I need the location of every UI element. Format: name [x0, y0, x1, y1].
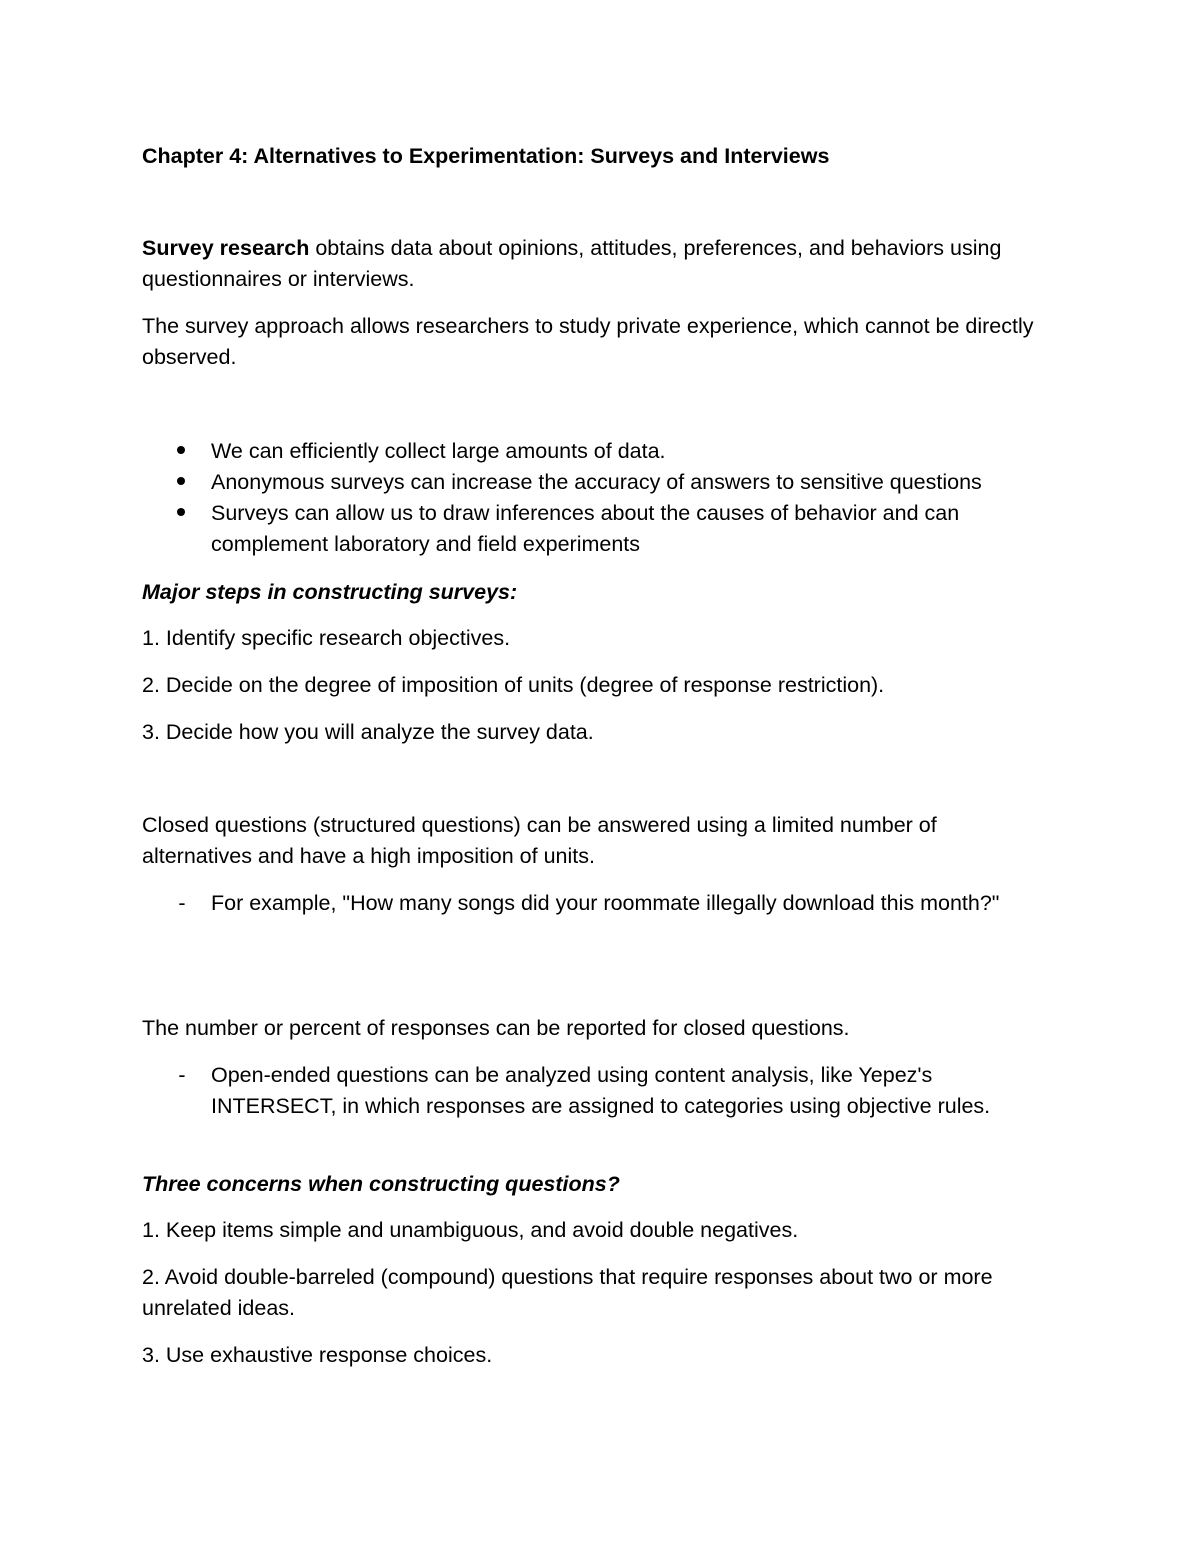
dash-marker: - [178, 891, 186, 915]
number-percent-paragraph: The number or percent of responses can be reported for closed questions. [142, 1016, 850, 1040]
step-item: 1. Identify specific research objectives. [142, 626, 511, 650]
page-title: Chapter 4: Alternatives to Experimentation: Surveys and Interviews [142, 144, 830, 168]
private-experience-paragraph: The survey approach allows researchers to study private experience, which cannot be directly observed. [142, 314, 1034, 369]
dash-marker: - [178, 1063, 186, 1087]
concern-item: 1. Keep items simple and unambiguous, and avoid double negatives. [142, 1218, 799, 1242]
intro-paragraph [142, 233, 1072, 295]
closed-questions-paragraph: Closed questions (structured questions) can be answered using a limited number of alternatives and have a high imposition of units. [142, 813, 937, 868]
bullet-text: Surveys can allow us to draw inferences about the causes of behavior and can complement laboratory and field experiments [211, 501, 960, 556]
bullet-text: We can efficiently collect large amounts of data. [211, 439, 666, 463]
concerns-heading: Three concerns when constructing questions? [142, 1172, 620, 1196]
bullet-text: Anonymous surveys can increase the accuracy of answers to sensitive questions [211, 470, 982, 494]
step-item: 3. Decide how you will analyze the survey data. [142, 720, 594, 744]
dash-text: Open-ended questions can be analyzed using content analysis, like Yepez's INTERSECT, in which responses are assigned to categories using objective rules. [211, 1063, 991, 1118]
bullet-icon [177, 477, 185, 485]
step-item: 2. Decide on the degree of imposition of units (degree of response restriction). [142, 673, 885, 697]
dash-text: For example, "How many songs did your roommate illegally download this month?" [211, 891, 1000, 915]
intro-term: Survey research [142, 236, 310, 260]
bullet-icon [177, 508, 185, 516]
steps-heading: Major steps in constructing surveys: [142, 580, 518, 604]
intro-text: obtains data about opinions, attitudes, preferences, and behaviors using questionnaires or interviews. [142, 236, 1002, 291]
bullet-icon [177, 446, 185, 454]
concern-item: 3. Use exhaustive response choices. [142, 1343, 493, 1367]
concern-item: 2. Avoid double-barreled (compound) questions that require responses about two or more unrelated ideas. [142, 1265, 993, 1320]
